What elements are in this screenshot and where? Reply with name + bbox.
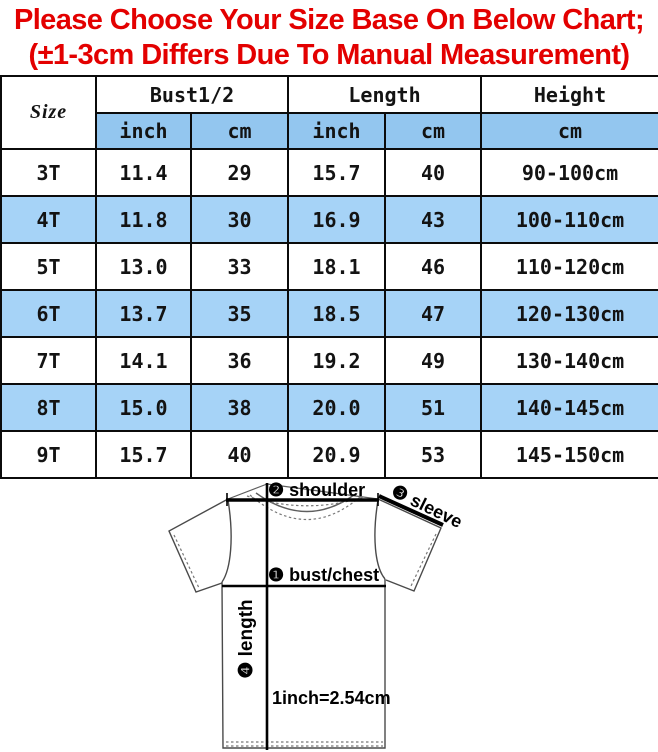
size-cell: 9T: [1, 431, 96, 478]
length-cm-cell: 47: [385, 290, 481, 337]
table-row-4t: [1, 196, 658, 243]
tshirt-diagram-svg: [0, 479, 658, 752]
bust-cm-cell: 30: [191, 196, 288, 243]
subheader-length-inch: inch: [288, 113, 385, 149]
header-height: Height: [481, 76, 658, 113]
size-cell: 6T: [1, 290, 96, 337]
table-row-3t: [1, 149, 658, 196]
subheader-length-cm: cm: [385, 113, 481, 149]
header-size: Size: [1, 76, 96, 149]
length-cm-cell: 53: [385, 431, 481, 478]
height-cell: 145-150cm: [481, 431, 658, 478]
size-cell: 5T: [1, 243, 96, 290]
bust-cm-cell: 40: [191, 431, 288, 478]
table-header-row-units: [1, 113, 658, 149]
height-cell: 100-110cm: [481, 196, 658, 243]
header-length: Length: [288, 76, 481, 113]
bust-inch-cell: 11.4: [96, 149, 191, 196]
length-inch-cell: 20.9: [288, 431, 385, 478]
subheader-height-cm: cm: [481, 113, 658, 149]
conversion-note: 1inch=2.54cm: [272, 688, 391, 708]
bust-cm-cell: 29: [191, 149, 288, 196]
title-line-2: (±1-3cm Differs Due To Manual Measurement): [28, 39, 630, 71]
shoulder-label: ❷ shoulder: [268, 480, 366, 500]
height-cell: 110-120cm: [481, 243, 658, 290]
height-cell: 90-100cm: [481, 149, 658, 196]
table-row-7t: [1, 337, 658, 384]
bust-cm-cell: 33: [191, 243, 288, 290]
bust-inch-cell: 15.7: [96, 431, 191, 478]
bust-chest-label: ❶ bust/chest: [268, 565, 380, 585]
length-inch-cell: 20.0: [288, 384, 385, 431]
table-row-6t: [1, 290, 658, 337]
length-inch-cell: 19.2: [288, 337, 385, 384]
table-row-8t: [1, 384, 658, 431]
bust-cm-cell: 35: [191, 290, 288, 337]
diagram-labels: [236, 480, 466, 708]
bust-inch-cell: 13.0: [96, 243, 191, 290]
size-cell: 4T: [1, 196, 96, 243]
subheader-bust-cm: cm: [191, 113, 288, 149]
height-cell: 130-140cm: [481, 337, 658, 384]
tshirt-measurement-diagram: [0, 479, 658, 752]
bust-cm-cell: 38: [191, 384, 288, 431]
size-cell: 7T: [1, 337, 96, 384]
length-cm-cell: 43: [385, 196, 481, 243]
size-cell: 3T: [1, 149, 96, 196]
length-inch-cell: 18.1: [288, 243, 385, 290]
length-cm-cell: 40: [385, 149, 481, 196]
title-line-1: Please Choose Your Size Base On Below Chart;: [13, 4, 645, 36]
header-bust: Bust1/2: [96, 76, 288, 113]
tshirt-outline: [169, 484, 441, 748]
bust-cm-cell: 36: [191, 337, 288, 384]
bust-inch-cell: 15.0: [96, 384, 191, 431]
length-inch-cell: 16.9: [288, 196, 385, 243]
length-cm-cell: 51: [385, 384, 481, 431]
length-inch-cell: 15.7: [288, 149, 385, 196]
length-cm-cell: 46: [385, 243, 481, 290]
bust-inch-cell: 11.8: [96, 196, 191, 243]
length-inch-cell: 18.5: [288, 290, 385, 337]
bust-inch-cell: 14.1: [96, 337, 191, 384]
stitching-dashes: [174, 495, 436, 746]
bust-inch-cell: 13.7: [96, 290, 191, 337]
size-table: [0, 75, 658, 479]
subheader-bust-inch: inch: [96, 113, 191, 149]
size-cell: 8T: [1, 384, 96, 431]
table-row-9t: [1, 431, 658, 478]
table-header-row-groups: [1, 76, 658, 113]
table-row-5t: [1, 243, 658, 290]
size-chart-title: [0, 0, 658, 75]
sleeve-label: ❸ sleeve: [388, 480, 466, 533]
height-cell: 140-145cm: [481, 384, 658, 431]
length-label: ❹ length: [236, 599, 257, 679]
length-cm-cell: 49: [385, 337, 481, 384]
height-cell: 120-130cm: [481, 290, 658, 337]
